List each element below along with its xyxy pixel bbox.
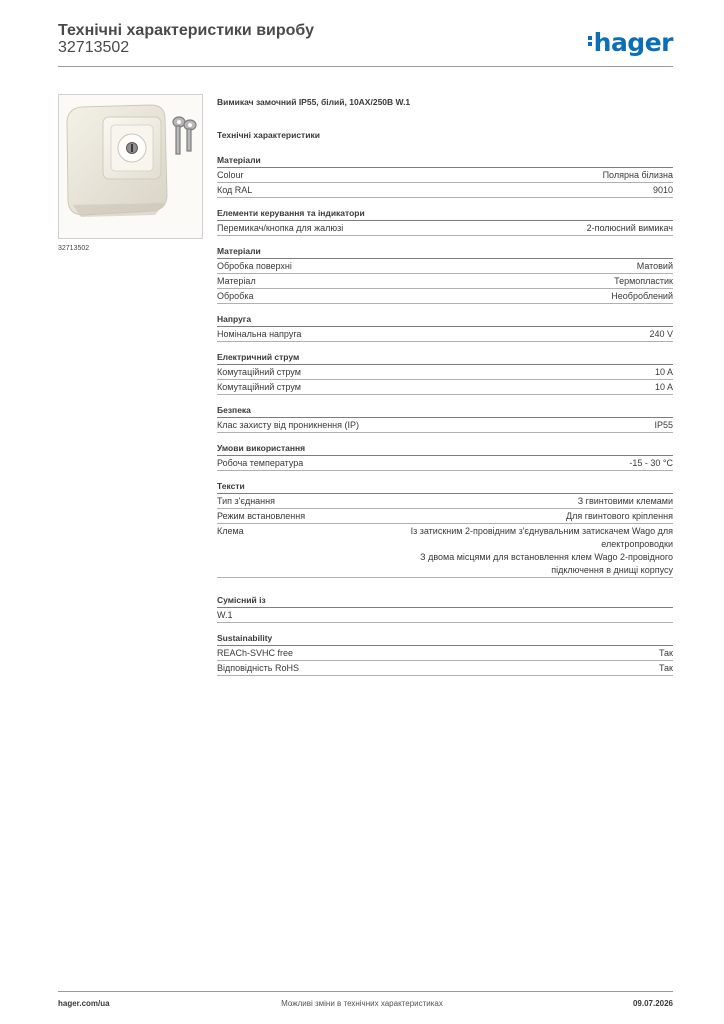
spec-value-line: підключення в днищі корпусу bbox=[551, 565, 673, 575]
spec-row bbox=[217, 418, 673, 433]
spec-value bbox=[629, 457, 673, 470]
spec-label: W.1 bbox=[217, 610, 233, 620]
spec-row bbox=[217, 494, 673, 509]
footer-divider bbox=[58, 991, 673, 992]
spec-value bbox=[578, 495, 673, 508]
spec-group bbox=[217, 154, 673, 198]
spec-value-line: 9010 bbox=[652, 185, 673, 195]
spec-group bbox=[217, 480, 673, 578]
spec-value bbox=[603, 169, 673, 182]
spec-value bbox=[653, 184, 673, 197]
spec-value bbox=[655, 381, 673, 394]
spec-group bbox=[217, 351, 673, 395]
spec-row bbox=[217, 646, 673, 661]
hager-logo bbox=[588, 28, 673, 57]
spec-value bbox=[587, 222, 673, 235]
spec-value-line: Необроблений bbox=[611, 291, 673, 301]
spec-value-line: IP55 bbox=[654, 420, 673, 430]
spec-label: REACh-SVHC free bbox=[217, 648, 294, 658]
spec-label: Тип з'єднання bbox=[217, 496, 275, 506]
footer-date: 09.07.2026 bbox=[632, 999, 673, 1008]
spec-label: Відповідність RoHS bbox=[217, 663, 299, 673]
specs-heading: Технічні характеристики bbox=[217, 130, 320, 140]
spec-value-line: -15 - 30 °C bbox=[629, 458, 673, 468]
spec-row bbox=[217, 168, 673, 183]
spec-label: Робоча температура bbox=[217, 458, 304, 468]
spec-label: Код RAL bbox=[217, 185, 253, 195]
page-title: Технічні характеристики виробу bbox=[58, 22, 314, 39]
header-divider bbox=[58, 66, 673, 67]
spec-value bbox=[566, 510, 673, 523]
product-code: 32713502 bbox=[58, 39, 130, 56]
footer-notice: Можливі зміни в технічних характеристиках bbox=[281, 999, 443, 1008]
spec-group-title: Матеріали bbox=[217, 245, 673, 259]
spec-group bbox=[217, 313, 673, 342]
spec-label: Перемикач/кнопка для жалюзі bbox=[217, 223, 344, 233]
image-caption: 32713502 bbox=[58, 245, 90, 252]
spec-row bbox=[217, 365, 673, 380]
product-photo bbox=[58, 94, 203, 239]
spec-row bbox=[217, 661, 673, 676]
spec-value-line: Для гвинтового кріплення bbox=[566, 511, 673, 521]
spec-group bbox=[217, 404, 673, 433]
spec-row bbox=[217, 524, 673, 578]
spec-label: Номінальна напруга bbox=[217, 329, 302, 339]
spec-group-title: Матеріали bbox=[217, 154, 673, 168]
spec-value-line: 10 A bbox=[654, 382, 673, 392]
spec-group-title: Sustainability bbox=[217, 632, 673, 646]
spec-value-line: 240 V bbox=[649, 329, 673, 339]
key-switch-icon bbox=[59, 95, 202, 238]
spec-value bbox=[659, 662, 673, 675]
spec-row bbox=[217, 274, 673, 289]
spec-group-title: Електричний струм bbox=[217, 351, 673, 365]
spec-value-line: Полярна білизна bbox=[602, 170, 673, 180]
spec-group-title: Елементи керування та індикатори bbox=[217, 207, 673, 221]
spec-value-line: 10 A bbox=[654, 367, 673, 377]
spec-value-line: Термопластик bbox=[614, 276, 673, 286]
spec-group bbox=[217, 207, 673, 236]
spec-group-title: Умови використання bbox=[217, 442, 673, 456]
spec-row bbox=[217, 509, 673, 524]
spec-group-title: Сумісний із bbox=[217, 594, 673, 608]
spec-row bbox=[217, 608, 673, 623]
spec-group bbox=[217, 632, 673, 676]
footer-website: hager.com/ua bbox=[58, 999, 110, 1008]
spec-row bbox=[217, 456, 673, 471]
spec-group bbox=[217, 594, 673, 623]
spec-group-title: Тексти bbox=[217, 480, 673, 494]
spec-value-line: Із затискним 2-провідним з'єднувальним затискачем Wago для bbox=[410, 526, 673, 536]
spec-value-line: 2-полюсний вимикач bbox=[586, 223, 673, 233]
spec-label: Обробка bbox=[217, 291, 254, 301]
spec-row bbox=[217, 259, 673, 274]
spec-value-line: Так bbox=[658, 648, 673, 658]
product-name: Вимикач замочний IP55, білий, 10AX/250В W.1 bbox=[217, 97, 411, 107]
spec-group bbox=[217, 245, 673, 304]
spec-value-line: З гвинтовими клемами bbox=[577, 496, 673, 506]
logo-text: hager bbox=[593, 28, 673, 57]
spec-row bbox=[217, 289, 673, 304]
spec-row bbox=[217, 183, 673, 198]
spec-value-line: З двома місцями для встановлення клем Wago 2-провідного bbox=[420, 552, 673, 562]
spec-value bbox=[637, 260, 673, 273]
spec-label: Матеріал bbox=[217, 276, 256, 286]
spec-label: Colour bbox=[217, 170, 244, 180]
spec-value bbox=[655, 366, 673, 379]
spec-value bbox=[654, 419, 673, 432]
spec-group-title: Напруга bbox=[217, 313, 673, 327]
spec-value bbox=[649, 328, 673, 341]
spec-groups bbox=[217, 154, 673, 676]
spec-group-title: Безпека bbox=[217, 404, 673, 418]
spec-value bbox=[614, 275, 673, 288]
spec-label: Обробка поверхні bbox=[217, 261, 292, 271]
spec-label: Комутаційний струм bbox=[217, 382, 301, 392]
spec-value-line: Матовий bbox=[636, 261, 673, 271]
spec-row bbox=[217, 380, 673, 395]
spec-row bbox=[217, 221, 673, 236]
spec-label: Клема bbox=[217, 526, 244, 536]
spec-value-line: електропроводки bbox=[601, 539, 673, 549]
spec-group bbox=[217, 442, 673, 471]
spec-value bbox=[659, 647, 673, 660]
spec-label: Режим встановлення bbox=[217, 511, 306, 521]
spec-value bbox=[411, 525, 673, 577]
spec-row bbox=[217, 327, 673, 342]
spec-value-line: Так bbox=[658, 663, 673, 673]
specifications bbox=[217, 96, 673, 685]
spec-label: Клас захисту від проникнення (IP) bbox=[217, 420, 360, 430]
logo-dots-icon bbox=[588, 34, 592, 48]
spec-value bbox=[611, 290, 673, 303]
spec-label: Комутаційний струм bbox=[217, 367, 301, 377]
